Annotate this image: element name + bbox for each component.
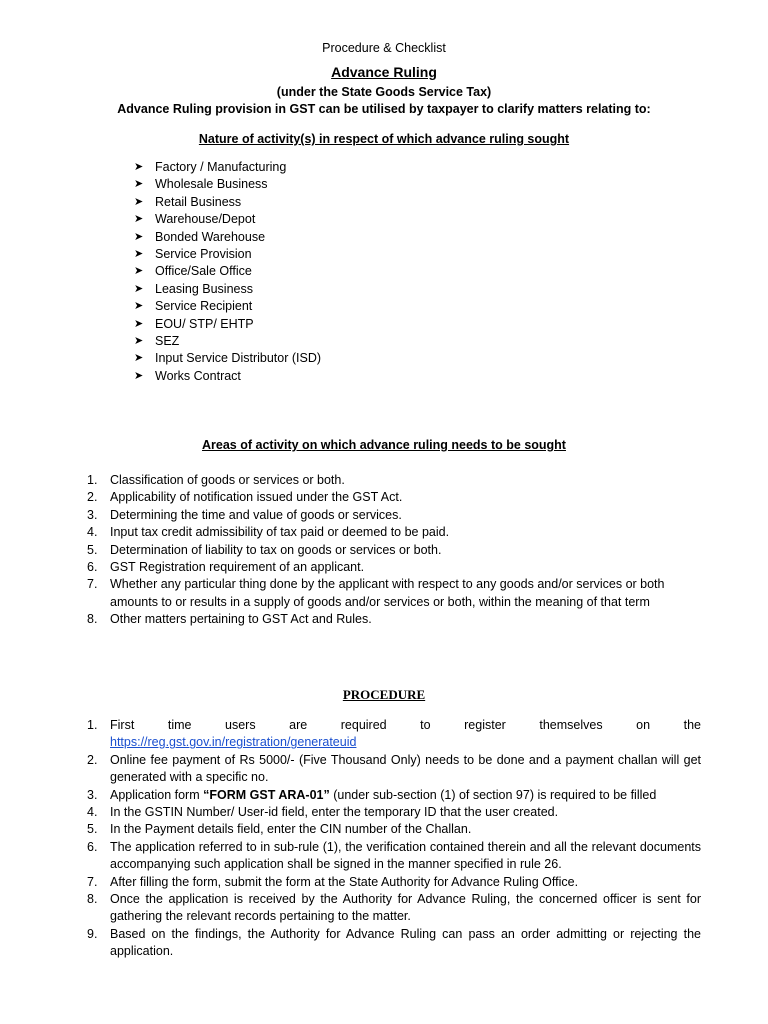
list-number: 8. [87, 612, 98, 627]
list-number: 5. [87, 542, 98, 557]
list-item: 3. Determining the time and value of goods or services. [0, 507, 701, 524]
list-number: 9. [87, 926, 98, 941]
arrow-bullet-icon: ➤ [134, 230, 144, 243]
procedure-step [0, 821, 701, 838]
procedure-step [0, 891, 701, 926]
arrow-bullet-icon: ➤ [134, 247, 144, 260]
step-text: Based on the findings, the Authority for Advance Ruling can pass an order admitting or rejecting the application. [110, 926, 701, 959]
list-item: 4. Input tax credit admissibility of tax paid or deemed to be paid. [0, 524, 701, 541]
procedure-step [0, 874, 701, 891]
list-number: 4. [87, 805, 98, 820]
step-text: After filling the form, submit the form at the State Authority for Advance Ruling Office. [110, 874, 579, 889]
procedure-step [0, 787, 701, 804]
step-text: Online fee payment of Rs 5000/- (Five Thousand Only) needs to be done and a payment challan will get generated with a specific no. [110, 752, 701, 785]
procedure-list [0, 717, 768, 961]
list-number: 1. [87, 473, 98, 487]
list-item: 2. Applicability of notification issued under the GST Act. [0, 489, 701, 506]
form-name: “FORM GST ARA-01” [203, 787, 330, 802]
step-text: First time users are required to register themselves on the [110, 718, 701, 732]
document-subtitle: (under the State Goods Service Tax) [276, 85, 492, 99]
areas-heading: Areas of activity on which advance ruling needs to be sought [202, 438, 566, 452]
document-main-title: Advance Ruling [331, 64, 437, 80]
procedure-step [0, 717, 701, 752]
procedure-step [0, 839, 701, 874]
arrow-bullet-icon: ➤ [134, 352, 144, 365]
list-number: 2. [87, 490, 98, 505]
arrow-bullet-icon: ➤ [134, 178, 144, 191]
list-number: 7. [87, 577, 98, 592]
procedure-step [0, 752, 701, 787]
arrow-bullet-icon: ➤ [134, 317, 144, 330]
document-top-title: Procedure & Checklist [322, 41, 446, 55]
list-number: 1. [87, 718, 98, 732]
step-text: The application referred to in sub-rule (1), the verification contained therein and all the relevant documents accompanying such application shall be signed in the manner specified in rule 26. [110, 839, 701, 872]
step-text: In the Payment details field, enter the CIN number of the Challan. [110, 822, 472, 837]
list-item: 5. Determination of liability to tax on goods or services or both. [0, 542, 701, 559]
procedure-heading: PROCEDURE [342, 687, 426, 702]
arrow-bullet-icon: ➤ [134, 161, 144, 173]
list-number: 6. [87, 839, 98, 854]
list-number: 3. [87, 787, 98, 802]
list-item: 6. GST Registration requirement of an applicant. [0, 559, 701, 576]
arrow-bullet-icon: ➤ [134, 300, 144, 313]
list-number: 2. [87, 752, 98, 767]
arrow-bullet-icon: ➤ [134, 213, 144, 226]
document-intro: Advance Ruling provision in GST can be utilised by taxpayer to clarify matters relating to: [117, 102, 651, 116]
list-number: 8. [87, 892, 98, 907]
list-item: 8. Other matters pertaining to GST Act and Rules. [0, 611, 701, 628]
arrow-bullet-icon: ➤ [134, 369, 144, 382]
list-number: 3. [87, 507, 98, 522]
step-text: Application form “FORM GST ARA-01” (under sub-section (1) of section 97) is required to be filled [110, 787, 657, 802]
step-text: Once the application is received by the Authority for Advance Ruling, the concerned officer is sent for gathering the relevant records pertaining to the matter. [110, 892, 701, 924]
list-item: 1. Classification of goods or services or both. [0, 472, 701, 489]
document-page: Procedure & Checklist Advance Ruling (under the State Goods Service Tax) Advance Ruling provision in GST can be utilised by taxpayer to clarify matters relating to: Nature of activity(s) in respect of which advance ruling sought ➤ Factory / Manufacturing ➤ Wholesale Business ➤ Retail Business ➤ Warehouse/Depot ➤ Bonded Warehouse ➤ Service Provision ➤ Office/Sale Office ➤ Leasing Business ➤ Service Recipient ➤ EOU/ STP/ EHTP ➤ SEZ ➤ Input Service Distributor (ISD) ➤ Works Contract Areas of activity on which advance ruling needs to be sought 1. Classification of goods or services or both. 2. Applicability of notification issued under the GST Act. 3. Determining the time and value of goods or services. 4. Input tax credit admissibility of tax paid or deemed to be paid. 5. Determination of liability to tax on goods or services or both. 6. GST Registration requirement of an applicant. 7. Whether any particular thing done by the applicant with respect to any goods and/or services or both amounts to or results in a supply of goods and/or services or both, within the meaning of that term 8. Other matters pertaining to GST Act and Rules. PROCEDURE 1. First time users are required to register themselves on the https://reg.gst.gov.in/registration/generateuid 2. Online fee payment of Rs 5000/- (Five Thousand Only) needs to be done and a payment challan will get generated with a specific no. 3. Application form “FORM GST ARA-01” (under sub-section (1) of section 97) is required to be filled 4. In the GSTIN Number/ User-id field, enter the temporary ID that the user created. 5. In the Payment details field, enter the CIN number of the Challan. 6. The application referred to in sub-rule (1), the verification contained therein and all the relevant documents accompanying such application shall be signed in the manner specified in rule 26. 7. After filling the form, submit the form at the State Authority for Advance Ruling Office. 8. Once the application is received by the Authority for Advance Ruling, the concerned officer is sent for gathering the relevant records pertaining to the matter. 9. Based on the findings, the Authority for Advance Ruling can pass an order admitting or rejecting the application. [0, 0, 768, 1024]
list-number: 5. [87, 822, 98, 837]
arrow-bullet-icon: ➤ [134, 265, 144, 278]
procedure-step [0, 804, 701, 821]
arrow-bullet-icon: ➤ [134, 195, 144, 208]
step-text: In the GSTIN Number/ User-id field, enter the temporary ID that the user created. [110, 805, 559, 820]
list-number: 7. [87, 874, 98, 889]
registration-link[interactable]: https://reg.gst.gov.in/registration/generateuid [110, 735, 357, 750]
areas-list [0, 472, 768, 629]
arrow-bullet-icon: ➤ [134, 282, 144, 295]
procedure-step [0, 926, 701, 961]
list-number: 6. [87, 560, 98, 575]
arrow-bullet-icon: ➤ [134, 334, 144, 347]
list-number: 4. [87, 525, 98, 540]
nature-heading: Nature of activity(s) in respect of which advance ruling sought [198, 132, 570, 146]
list-item: 7. Whether any particular thing done by the applicant with respect to any goods and/or services or both amounts to or results in a supply of goods and/or services or both, within the meaning of that term [87, 577, 665, 609]
